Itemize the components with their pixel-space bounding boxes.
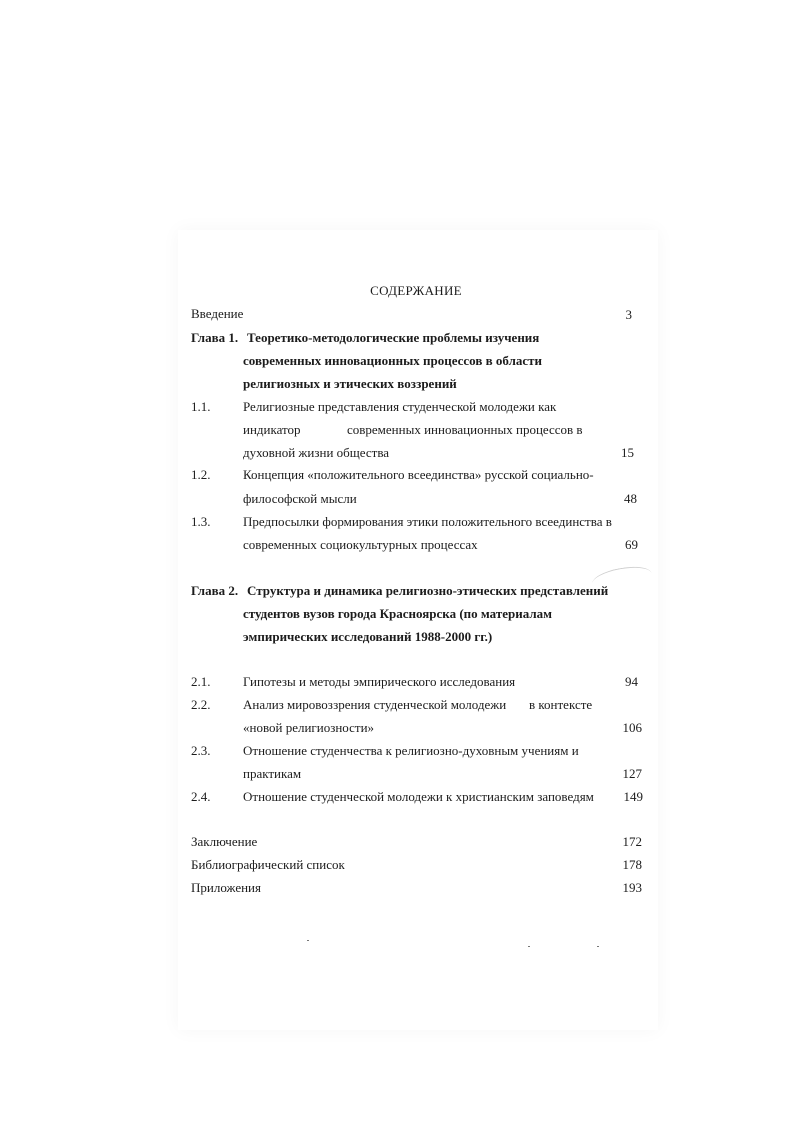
toc-bibliography-page: 178 xyxy=(622,857,642,872)
chapter2-label: Глава 2. xyxy=(191,583,239,598)
section-title-line: Предпосылки формирования этики положительного всеединства в xyxy=(243,514,612,529)
chapter2-title-line: студентов вузов города Красноярска (по материалам xyxy=(243,606,552,621)
section-title-line: философской мысли xyxy=(243,491,357,506)
section-page: 48 xyxy=(624,491,637,506)
section-number: 1.2. xyxy=(191,467,211,482)
scan-speck xyxy=(528,946,530,947)
section-title-line: Отношение студенческой молодежи к христианским заповедям xyxy=(243,789,594,804)
section-title-line: современных социокультурных процессах xyxy=(243,537,478,552)
chapter1-title-line: современных инновационных процессов в области xyxy=(243,353,543,368)
section-title-line: Религиозные представления студенческой молодежи как xyxy=(243,399,557,414)
section-title-line: «новой религиозности» xyxy=(243,720,375,735)
toc-intro-page: 3 xyxy=(625,307,632,322)
toc-bibliography-label: Библиографический список xyxy=(191,857,345,872)
chapter2-title-line: эмпирических исследований 1988-2000 гг.) xyxy=(243,629,493,644)
section-page: 94 xyxy=(625,674,638,689)
section-title-line: духовной жизни общества xyxy=(243,445,390,460)
scan-speck xyxy=(307,940,309,941)
section-title-line: Отношение студенчества к религиозно-духовным учениям и xyxy=(243,743,579,758)
section-number: 2.3. xyxy=(191,743,211,758)
toc-conclusion-label: Заключение xyxy=(191,834,258,849)
chapter2-title-line: Структура и динамика религиозно-этических представлений xyxy=(247,583,609,598)
section-title-line: Гипотезы и методы эмпирического исследования xyxy=(243,674,516,689)
toc-appendix-label: Приложения xyxy=(191,880,261,895)
section-number: 1.1. xyxy=(191,399,211,414)
chapter1-label: Глава 1. xyxy=(191,330,239,345)
section-number: 2.1. xyxy=(191,674,211,689)
section-number: 2.4. xyxy=(191,789,211,804)
section-title-line: индикатор xyxy=(243,422,301,437)
section-title-line: практикам xyxy=(243,766,302,781)
section-page: 15 xyxy=(621,445,634,460)
section-page: 106 xyxy=(622,720,642,735)
toc-conclusion-page: 172 xyxy=(622,834,642,849)
section-title-line: современных инновационных процессов в xyxy=(347,422,583,437)
scan-speck xyxy=(597,946,599,947)
chapter1-title-line: Теоретико-методологические проблемы изучения xyxy=(247,330,540,345)
section-title-line: Анализ мировоззрения студенческой молодежи xyxy=(243,697,507,712)
toc-intro-label: Введение xyxy=(191,306,244,321)
chapter1-title-line: религиозных и этических воззрений xyxy=(243,376,457,391)
toc-appendix-page: 193 xyxy=(622,880,642,895)
section-page: 149 xyxy=(623,789,643,804)
section-number: 1.3. xyxy=(191,514,211,529)
section-title-line: в контексте xyxy=(529,697,593,712)
toc-heading: СОДЕРЖАНИЕ xyxy=(370,283,462,298)
section-title-line: Концепция «положительного всеединства» русской социально- xyxy=(243,467,594,482)
section-page: 69 xyxy=(625,537,638,552)
section-number: 2.2. xyxy=(191,697,211,712)
section-page: 127 xyxy=(622,766,642,781)
